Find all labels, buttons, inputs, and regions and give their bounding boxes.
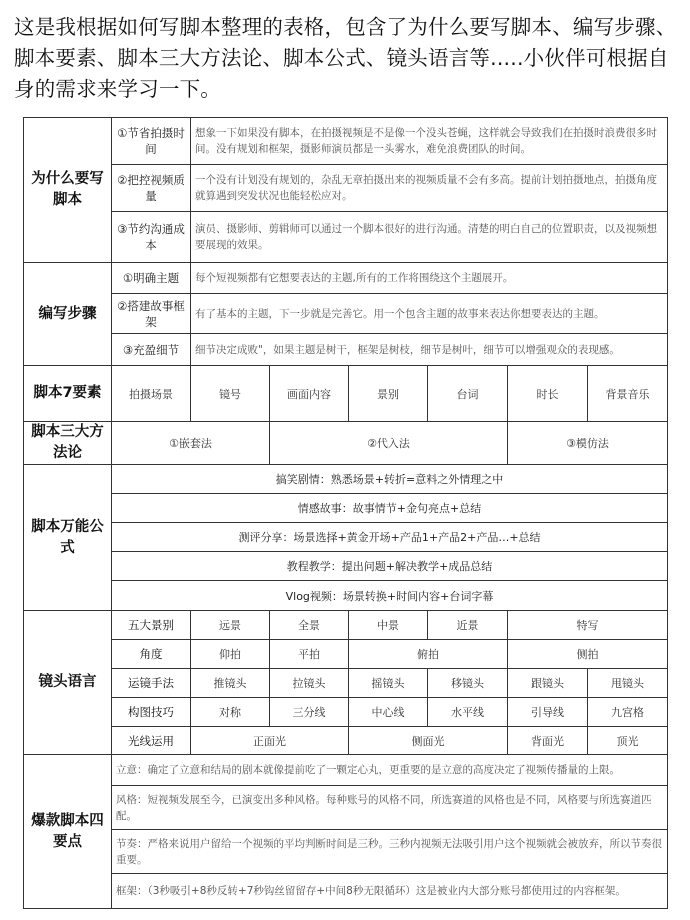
lens-cell: 对称 — [191, 698, 270, 727]
lens-cell: 顶光 — [588, 727, 668, 755]
lens-row — [24, 698, 668, 727]
elements-row — [24, 366, 668, 422]
why-desc-1: 想象一下如果没有脚本，在拍摄视频是不是像一个没头苍蝇，这样就会导致我们在拍摄时浪费很多时间。没有规划和框架，摄影师演员都是一头雾水，难免浪费团队的时间。 — [191, 118, 668, 165]
why-row-1 — [24, 118, 668, 165]
lens-row — [24, 669, 668, 698]
lens-cell: 摇镜头 — [349, 669, 428, 698]
formula-item: 教程教学：提出问题+解决教学+成品总结 — [112, 552, 668, 581]
element-item: 时长 — [508, 366, 588, 422]
lens-cell: 引导线 — [508, 698, 588, 727]
steps-desc-2: 有了基本的主题，下一步就是完善它。用一个包含主题的故事来表达你想要表达的主题。 — [191, 294, 668, 334]
formula-item: 情感故事：故事情节+金句亮点+总结 — [112, 494, 668, 523]
hits-row — [24, 830, 668, 874]
methods-title: 脚本三大方法论 — [24, 422, 112, 465]
elements-title: 脚本7要素 — [24, 366, 112, 422]
lens-cell: 侧拍 — [508, 640, 668, 669]
lens-cell: 甩镜头 — [588, 669, 668, 698]
lens-cell: 中景 — [349, 611, 428, 640]
lens-cell: 跟镜头 — [508, 669, 588, 698]
lens-cell: 平拍 — [270, 640, 349, 669]
lens-cell: 背面光 — [508, 727, 588, 755]
hit-item: 框架：（3秒吸引+8秒反转+7秒钩丝留留存+中间8秒无限循环）这是被业内大部分账号都使用过的内容框架。 — [112, 874, 668, 909]
hits-row — [24, 874, 668, 909]
hit-item: 节奏：严格来说用户留给一个视频的平均判断时间是三秒。三秒内视频无法吸引用户这个视频就会被放弃，所以节奏很重要。 — [112, 830, 668, 874]
intro-paragraph: 这是我根据如何写脚本整理的表格，包含了为什么要写脚本、编写步骤、脚本要素、脚本三大方法论、脚本公式、镜头语言等.....小伙伴可根据自身的需求来学习一下。 — [14, 15, 677, 101]
steps-row-2 — [24, 294, 668, 334]
formulas-title: 脚本万能公式 — [24, 465, 112, 611]
element-item: 背景音乐 — [588, 366, 668, 422]
script-summary-table — [23, 117, 668, 909]
steps-title: 编写步骤 — [24, 263, 112, 366]
formula-row — [24, 581, 668, 611]
element-item: 镜号 — [191, 366, 270, 422]
lens-label: 光线运用 — [112, 727, 191, 755]
lens-label: 运镜手法 — [112, 669, 191, 698]
why-label-1: ①节省拍摄时间 — [112, 118, 191, 165]
lens-cell: 仰拍 — [191, 640, 270, 669]
lens-cell: 三分线 — [270, 698, 349, 727]
lens-row — [24, 640, 668, 669]
steps-row-3 — [24, 334, 668, 366]
lens-cell: 中心线 — [349, 698, 428, 727]
steps-desc-1: 每个短视频都有它想要表达的主题,所有的工作将围绕这个主题展开。 — [191, 263, 668, 294]
element-item: 台词 — [428, 366, 508, 422]
why-row-3 — [24, 212, 668, 263]
why-desc-3: 演员、摄影师、剪辑师可以通过一个脚本很好的进行沟通。清楚的明白自己的位置职责，以及视频想要展现的效果。 — [191, 212, 668, 263]
steps-row-1 — [24, 263, 668, 294]
element-item: 景别 — [349, 366, 428, 422]
lens-cell: 推镜头 — [191, 669, 270, 698]
lens-cell: 侧面光 — [349, 727, 508, 755]
steps-desc-3: 细节决定成败"，如果主题是树干，框架是树枝，细节是树叶，细节可以增强观众的表现感。 — [191, 334, 668, 366]
lens-row — [24, 727, 668, 755]
element-item: 拍摄场景 — [112, 366, 191, 422]
formula-row — [24, 465, 668, 494]
lens-cell: 水平线 — [428, 698, 508, 727]
hits-title: 爆款脚本四要点 — [24, 755, 112, 909]
method-item: ①嵌套法 — [112, 422, 270, 465]
lens-cell: 正面光 — [191, 727, 349, 755]
lens-label: 五大景别 — [112, 611, 191, 640]
why-title: 为什么要写脚本 — [24, 118, 112, 263]
lens-cell: 远景 — [191, 611, 270, 640]
steps-label-3: ③充盈细节 — [112, 334, 191, 366]
why-desc-2: 一个没有计划没有规划的，杂乱无章拍摄出来的视频质量不会有多高。提前计划拍摄地点，拍摄角度就算遇到突发状况也能轻松应对。 — [191, 165, 668, 212]
formula-row — [24, 552, 668, 581]
lens-title: 镜头语言 — [24, 611, 112, 755]
lens-cell: 近景 — [428, 611, 508, 640]
why-row-2 — [24, 165, 668, 212]
formula-item: Vlog视频：场景转换+时间内容+台词字幕 — [112, 581, 668, 611]
method-item: ③模仿法 — [508, 422, 668, 465]
lens-cell: 拉镜头 — [270, 669, 349, 698]
why-label-3: ③节约沟通成本 — [112, 212, 191, 263]
methods-row — [24, 422, 668, 465]
hits-row — [24, 755, 668, 786]
method-item: ②代入法 — [270, 422, 508, 465]
lens-cell: 九宫格 — [588, 698, 668, 727]
formula-item: 搞笑剧情：熟悉场景+转折=意料之外情理之中 — [112, 465, 668, 494]
element-item: 画面内容 — [270, 366, 349, 422]
steps-label-1: ①明确主题 — [112, 263, 191, 294]
lens-cell: 俯拍 — [349, 640, 508, 669]
why-label-2: ②把控视频质量 — [112, 165, 191, 212]
steps-label-2: ②搭建故事框架 — [112, 294, 191, 334]
lens-label: 角度 — [112, 640, 191, 669]
formula-row — [24, 523, 668, 552]
formula-item: 测评分享：场景选择+黄金开场+产品1+产品2+产品…+总结 — [112, 523, 668, 552]
lens-row — [24, 611, 668, 640]
hit-item: 立意：确定了立意和结局的剧本就像提前吃了一颗定心丸，更重要的是立意的高度决定了视频传播量的上限。 — [112, 755, 668, 786]
lens-cell: 全景 — [270, 611, 349, 640]
lens-label: 构图技巧 — [112, 698, 191, 727]
hit-item: 风格：短视频发展至今，已演变出多种风格。每种账号的风格不同，所选赛道的风格也是不同，风格要与所选赛道匹配。 — [112, 786, 668, 830]
lens-cell: 移镜头 — [428, 669, 508, 698]
hits-row — [24, 786, 668, 830]
formula-row — [24, 494, 668, 523]
lens-cell: 特写 — [508, 611, 668, 640]
